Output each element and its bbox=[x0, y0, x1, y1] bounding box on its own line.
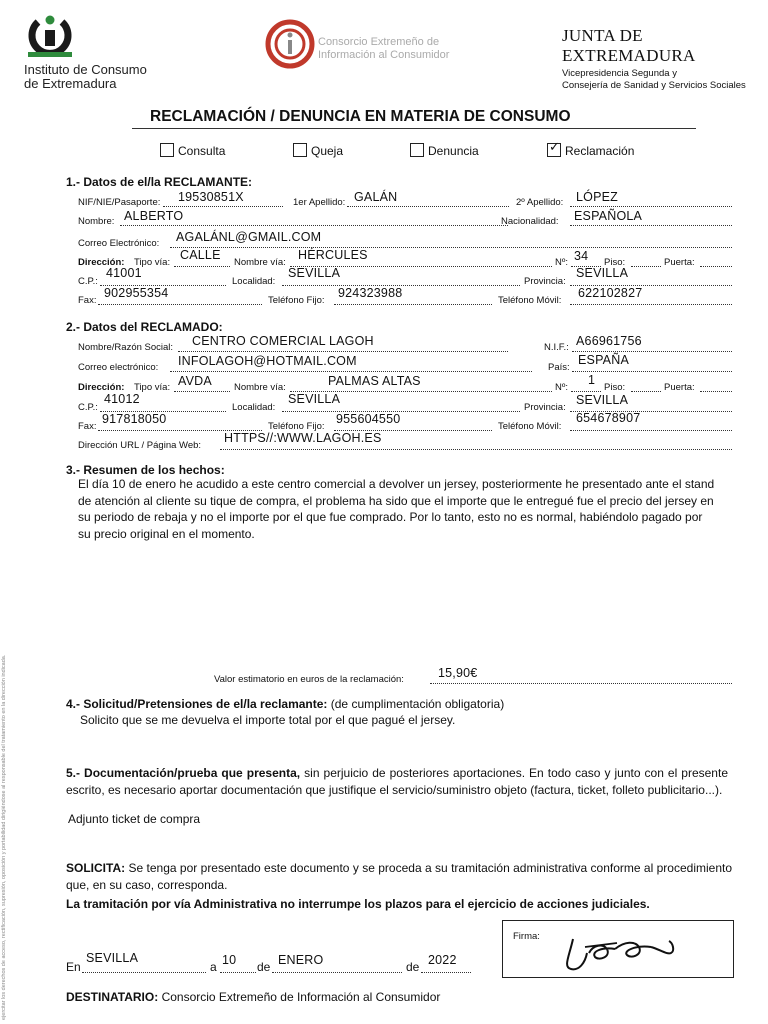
instituto-consumo-logo bbox=[24, 8, 174, 92]
correo-label: Correo Electrónico: bbox=[78, 238, 160, 249]
respondent-heading: 2.- Datos del RECLAMADO: bbox=[66, 320, 223, 334]
title-underline bbox=[132, 128, 696, 129]
respondent-email-field[interactable]: INFOLAGOH@HOTMAIL.COM bbox=[178, 354, 357, 368]
request-heading: 4.- Solicitud/Pretensiones de el/la reclamante: (de cumplimentación obligatoria) bbox=[66, 697, 505, 711]
localidad-label: Localidad: bbox=[232, 276, 276, 287]
date-de2-label: de bbox=[406, 960, 420, 974]
solicita-block: SOLICITA: Se tenga por presentado este documento y se proceda a su tramitación administrativa conforme al procedimiento que, en su caso, corresponda. bbox=[66, 861, 732, 892]
respondent-fax-field[interactable]: 917818050 bbox=[102, 412, 167, 426]
documentation-value-field[interactable]: Adjunto ticket de compra bbox=[68, 812, 201, 826]
claimant-nombre-field[interactable]: ALBERTO bbox=[124, 209, 184, 223]
respondent-web-field[interactable]: HTTPS//:WWW.LAGOH.ES bbox=[224, 431, 382, 445]
claimant-email-field[interactable]: AGALÁNL@GMAIL.COM bbox=[176, 230, 322, 244]
claimant-telefono-fijo-field[interactable]: 924323988 bbox=[338, 286, 403, 300]
claimant-telefono-movil-field[interactable]: 622102827 bbox=[578, 286, 643, 300]
facts-text-area[interactable]: El día 10 de enero he acudido a este centro comercial a devolver un jersey, posteriormente he presentado ante el stand de atención al cliente su tique de compra, el problema ha sido que el importe que le entregué fue el precio del jersey en su periodo de rebaja y no el importe por el que fue comprado. Por lo tanto, esto no es normal, habiéndolo pagado por su precio original en el momento. bbox=[78, 477, 715, 541]
respondent-tipo-via-field[interactable]: AVDA bbox=[178, 374, 212, 388]
instituto-consumo-name: Instituto de Consumo de Extremadura bbox=[24, 62, 147, 91]
claimant-apellido1-field[interactable]: GALÁN bbox=[354, 190, 398, 204]
respondent-numero-field[interactable]: 1 bbox=[588, 373, 596, 387]
apellido1-label: 1er Apellido: bbox=[293, 197, 346, 208]
claimant-cp-field[interactable]: 41001 bbox=[106, 266, 142, 280]
nombre-via-label: Nombre vía: bbox=[234, 257, 286, 268]
claimant-nombre-via-field[interactable]: HÉRCULES bbox=[298, 248, 368, 262]
fax-label: Fax: bbox=[78, 295, 97, 306]
apellido2-label: 2º Apellido: bbox=[516, 197, 564, 208]
estimate-label: Valor estimatorio en euros de la reclamación: bbox=[214, 674, 404, 685]
respondent-telefono-fijo-field[interactable]: 955604550 bbox=[336, 412, 401, 426]
respondent-numero-label: Nº: bbox=[555, 382, 568, 393]
respondent-telefono-movil-label: Teléfono Móvil: bbox=[498, 421, 562, 432]
place-field[interactable]: SEVILLA bbox=[86, 951, 139, 965]
numero-label: Nº: bbox=[555, 257, 568, 268]
junta-extremadura-logo: JUNTA DE EXTREMADURA Vicepresidencia Segunda y Consejería de Sanidad y Servicios Sociales bbox=[562, 26, 746, 91]
type-option-denuncia[interactable]: Denuncia bbox=[410, 143, 479, 158]
respondent-correo-label: Correo electrónico: bbox=[78, 362, 159, 373]
respondent-tipo-via-label: Tipo vía: bbox=[134, 382, 171, 393]
respondent-telefono-fijo-label: Teléfono Fijo: bbox=[268, 421, 325, 432]
provincia-label: Provincia: bbox=[524, 276, 566, 287]
reclamacion-checkbox[interactable] bbox=[547, 139, 561, 157]
judicial-warning: La tramitación por vía Administrativa no interrumpe los plazos para el ejercicio de acciones judiciales. bbox=[66, 897, 650, 911]
respondent-piso-label: Piso: bbox=[604, 382, 626, 393]
respondent-telefono-movil-field[interactable]: 654678907 bbox=[576, 411, 641, 425]
type-option-queja[interactable]: Queja bbox=[293, 143, 343, 158]
pais-label: País: bbox=[548, 362, 570, 373]
web-label: Dirección URL / Página Web: bbox=[78, 440, 202, 451]
type-option-reclamacion[interactable]: ✓ Reclamación bbox=[549, 139, 635, 158]
respondent-direccion-label: Dirección: bbox=[78, 382, 125, 393]
nombre-label: Nombre: bbox=[78, 216, 115, 227]
month-field[interactable]: ENERO bbox=[278, 953, 324, 967]
claimant-tipo-via-field[interactable]: CALLE bbox=[180, 248, 221, 262]
form-title: RECLAMACIÓN / DENUNCIA EN MATERIA DE CONSUMO bbox=[150, 108, 571, 125]
claimant-numero-field[interactable]: 34 bbox=[574, 249, 589, 263]
documentation-block: 5.- Documentación/prueba que presenta, sin perjuicio de posteriores aportaciones. En todo caso y junto con el presente escrito, es necesario aportar documentación que justifique el servicio/suministro objeto (factura, ticket, folleto publicitario...). bbox=[66, 766, 728, 797]
respondent-fax-label: Fax: bbox=[78, 421, 97, 432]
claimant-localidad-field[interactable]: SEVILLA bbox=[288, 266, 341, 280]
piso-label: Piso: bbox=[604, 257, 626, 268]
consorcio-name: Consorcio Extremeño de Información al Consumidor bbox=[318, 36, 450, 61]
respondent-cp-label: C.P.: bbox=[78, 402, 98, 413]
respondent-razon-social-field[interactable]: CENTRO COMERCIAL LAGOH bbox=[192, 334, 374, 348]
respondent-puerta-label: Puerta: bbox=[664, 382, 695, 393]
claimant-apellido2-field[interactable]: LÓPEZ bbox=[576, 190, 618, 204]
respondent-nombre-via-field[interactable]: PALMAS ALTAS bbox=[328, 374, 421, 388]
claimant-heading: 1.- Datos de el/la RECLAMANTE: bbox=[66, 175, 253, 189]
respondent-nombre-via-label: Nombre vía: bbox=[234, 382, 286, 393]
check-mark-icon: ✓ bbox=[549, 139, 560, 154]
consorcio-info-icon bbox=[264, 18, 316, 70]
respondent-cp-field[interactable]: 41012 bbox=[104, 392, 140, 406]
tipo-via-label: Tipo vía: bbox=[134, 257, 171, 268]
puerta-label: Puerta: bbox=[664, 257, 695, 268]
consorcio-logo bbox=[264, 18, 464, 74]
respondent-localidad-field[interactable]: SEVILLA bbox=[288, 392, 341, 406]
claimant-nif-field[interactable]: 19530851X bbox=[178, 190, 244, 204]
denuncia-checkbox[interactable] bbox=[410, 143, 424, 157]
place-prefix: En bbox=[66, 960, 81, 974]
instituto-consumo-emblem-icon bbox=[24, 8, 76, 60]
nacionalidad-label: Nacionalidad: bbox=[501, 216, 559, 227]
telefono-movil-label: Teléfono Móvil: bbox=[498, 295, 562, 306]
legal-sidebar-text: ejercitar los derechos de acceso, rectificación, supresión, oposición y portabilidad dirigiéndose al responsable del tratamiento en la dirección indicada. bbox=[0, 654, 7, 1020]
respondent-pais-field[interactable]: ESPAÑA bbox=[578, 353, 629, 367]
respondent-nif-label: N.I.F.: bbox=[544, 342, 569, 353]
day-field[interactable]: 10 bbox=[222, 953, 237, 967]
queja-checkbox[interactable] bbox=[293, 143, 307, 157]
claimant-nacionalidad-field[interactable]: ESPAÑOLA bbox=[574, 209, 643, 223]
signature-box[interactable] bbox=[502, 920, 734, 978]
cp-label: C.P.: bbox=[78, 276, 98, 287]
facts-heading: 3.- Resumen de los hechos: bbox=[66, 463, 225, 477]
signature-label: Firma: bbox=[513, 931, 540, 942]
destinatario-line: DESTINATARIO: Consorcio Extremeño de Información al Consumidor bbox=[66, 990, 441, 1004]
claimant-fax-field[interactable]: 902955354 bbox=[104, 286, 169, 300]
razon-social-label: Nombre/Razón Social: bbox=[78, 342, 174, 353]
legal-sidebar bbox=[0, 120, 42, 1020]
consulta-checkbox[interactable] bbox=[160, 143, 174, 157]
date-a-label: a bbox=[210, 960, 217, 974]
telefono-fijo-label: Teléfono Fijo: bbox=[268, 295, 325, 306]
date-de1-label: de bbox=[257, 960, 271, 974]
nif-label: NIF/NIE/Pasaporte: bbox=[78, 197, 161, 208]
respondent-provincia-label: Provincia: bbox=[524, 402, 566, 413]
respondent-localidad-label: Localidad: bbox=[232, 402, 276, 413]
direccion-label: Dirección: bbox=[78, 257, 125, 268]
handwritten-signature-icon bbox=[559, 927, 689, 973]
claimant-provincia-field[interactable]: SEVILLA bbox=[576, 266, 629, 280]
type-option-consulta[interactable]: Consulta bbox=[160, 143, 225, 158]
respondent-nif-field[interactable]: A66961756 bbox=[576, 334, 642, 348]
estimate-value-field[interactable]: 15,90€ bbox=[438, 666, 478, 680]
year-field[interactable]: 2022 bbox=[428, 953, 457, 967]
request-text-area[interactable]: Solicito que se me devuelva el importe total por el que pagué el jersey. bbox=[80, 713, 456, 727]
respondent-provincia-field[interactable]: SEVILLA bbox=[576, 393, 629, 407]
